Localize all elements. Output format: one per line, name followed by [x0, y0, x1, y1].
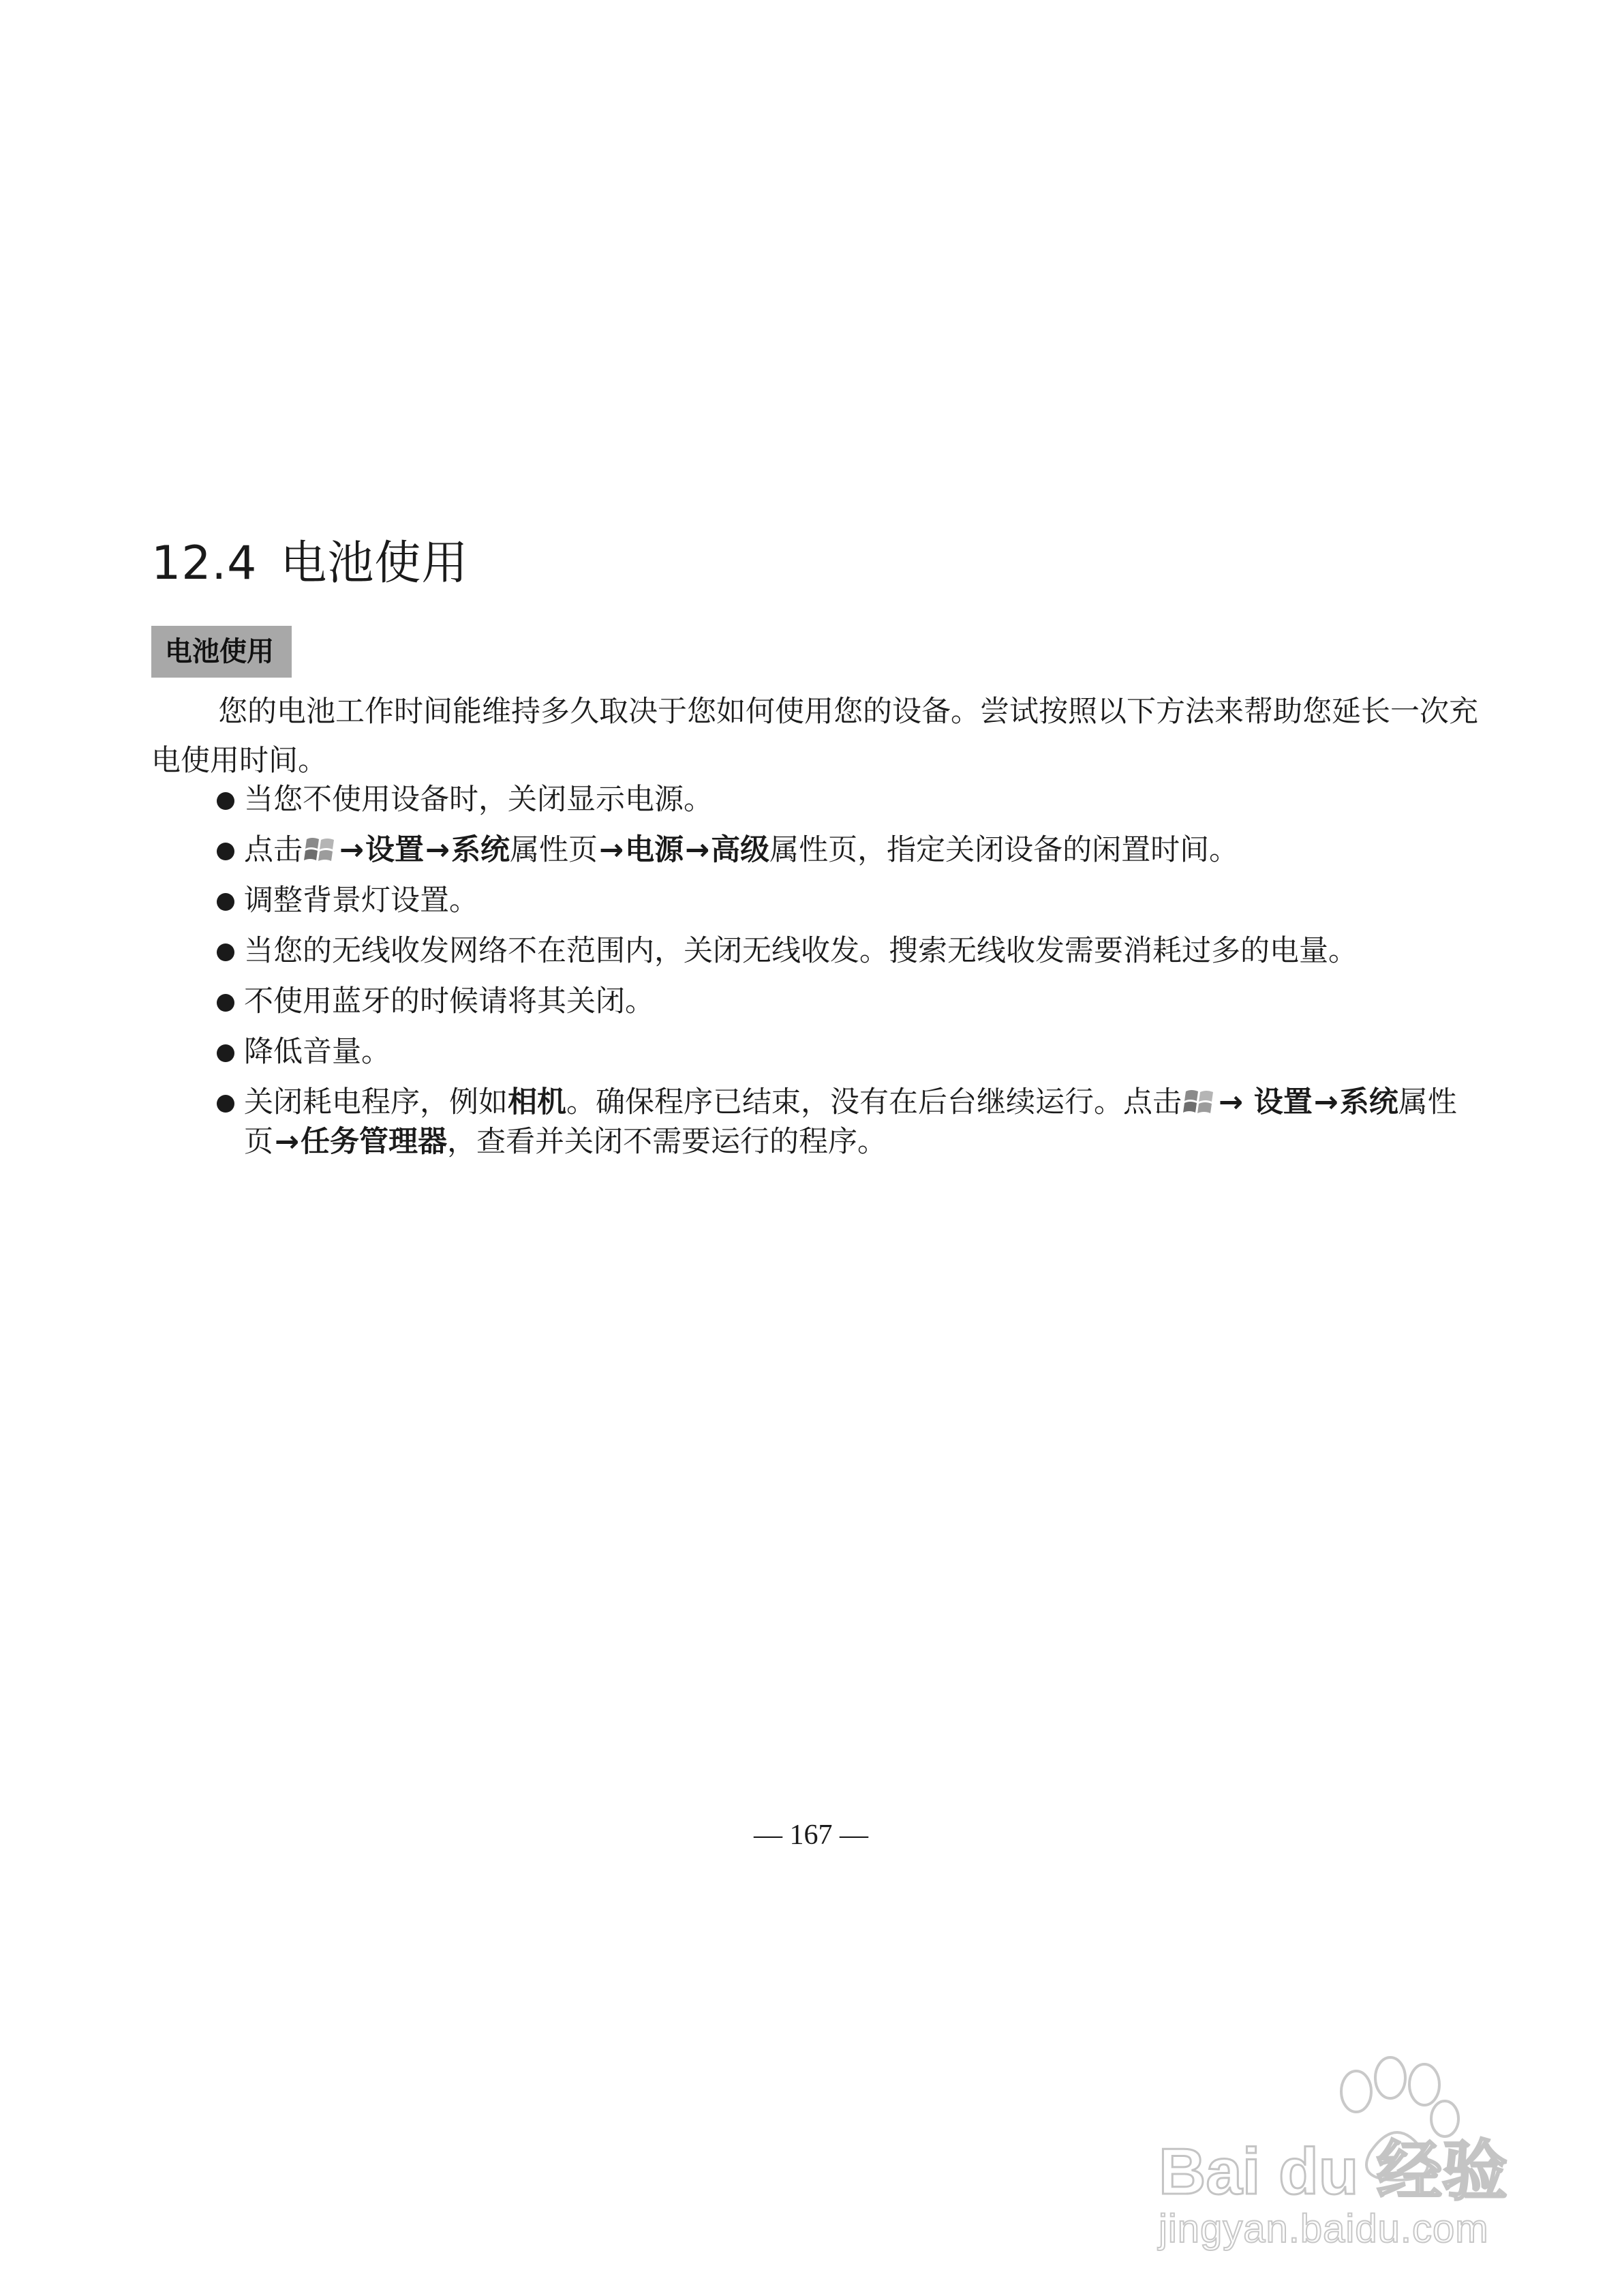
- arrow-icon: →: [275, 1125, 300, 1159]
- list-item-text: 当您的无线收发网络不在范围内，关闭无线收发。搜索无线收发需要消耗过多的电量。: [244, 934, 1358, 968]
- windows-start-icon: [304, 834, 337, 864]
- list-item-text: 降低音量。: [244, 1035, 391, 1069]
- menu-path-system: 系统: [1339, 1085, 1398, 1119]
- list-item: [217, 931, 1484, 971]
- list-item-text: 点击: [244, 833, 303, 867]
- page-number: — 167 —: [754, 1819, 868, 1851]
- bullet-dot: [217, 843, 234, 860]
- list-item: [217, 1032, 1484, 1072]
- bullet-dot: [217, 994, 234, 1012]
- bullet-dot: [217, 1095, 234, 1113]
- list-item-text: 属性页，指定关闭设备的闲置时间。: [769, 833, 1239, 867]
- list-item-text: ，查看并关闭不需要运行的程序。: [447, 1125, 887, 1159]
- watermark-url: jingyan.baidu.com: [1159, 2207, 1489, 2251]
- arrow-icon: →: [1313, 1085, 1338, 1119]
- arrow-icon: →: [425, 833, 450, 867]
- arrow-icon: →: [339, 833, 365, 867]
- arrow-icon: →: [599, 833, 624, 867]
- tips-list: [217, 780, 1484, 1173]
- list-item: [217, 1083, 1484, 1162]
- list-item-text: 。确保程序已结束，没有在后台继续运行。点击: [566, 1085, 1182, 1119]
- menu-path-system: 系统: [451, 833, 510, 867]
- bullet-dot: [217, 943, 234, 961]
- list-item-text: 属性页: [244, 1085, 1457, 1159]
- menu-path-power: 电源: [625, 833, 684, 867]
- list-item: [217, 982, 1484, 1021]
- list-item: [217, 830, 1484, 870]
- section-number: 12.4: [151, 537, 258, 590]
- section-title: 电池使用: [280, 537, 469, 590]
- list-item: [217, 881, 1484, 920]
- bullet-dot: [217, 792, 234, 810]
- app-name-camera: 相机: [508, 1085, 566, 1119]
- menu-path-task-manager: 任务管理器: [301, 1125, 448, 1159]
- bullet-dot: [217, 893, 234, 911]
- watermark-logo-text: Bai du 经验: [1159, 2135, 1508, 2208]
- list-item-text: 不使用蓝牙的时候请将其关闭。: [244, 984, 654, 1018]
- section-heading: [151, 526, 468, 592]
- list-item: [217, 780, 1484, 819]
- bullet-dot: [217, 1044, 234, 1062]
- arrow-icon: →: [685, 833, 710, 867]
- arrow-icon: →: [1219, 1085, 1244, 1119]
- subheading-label: 电池使用: [151, 626, 292, 678]
- windows-start-icon: [1183, 1086, 1216, 1116]
- list-item-text: 关闭耗电程序，例如: [244, 1085, 508, 1119]
- menu-path-settings: 设置: [365, 833, 425, 867]
- list-item-text: 当您不使用设备时，关闭显示电源。: [244, 783, 713, 817]
- list-item-text: 属性页: [510, 833, 598, 867]
- list-item-text: 调整背景灯设置。: [244, 883, 478, 918]
- intro-paragraph: 您的电池工作时间能维持多久取决于您如何使用您的设备。尝试按照以下方法来帮助您延长一次充电使用时间。: [151, 695, 1478, 778]
- menu-path-advanced: 高级: [711, 833, 770, 867]
- menu-path-settings: 设置: [1253, 1085, 1313, 1119]
